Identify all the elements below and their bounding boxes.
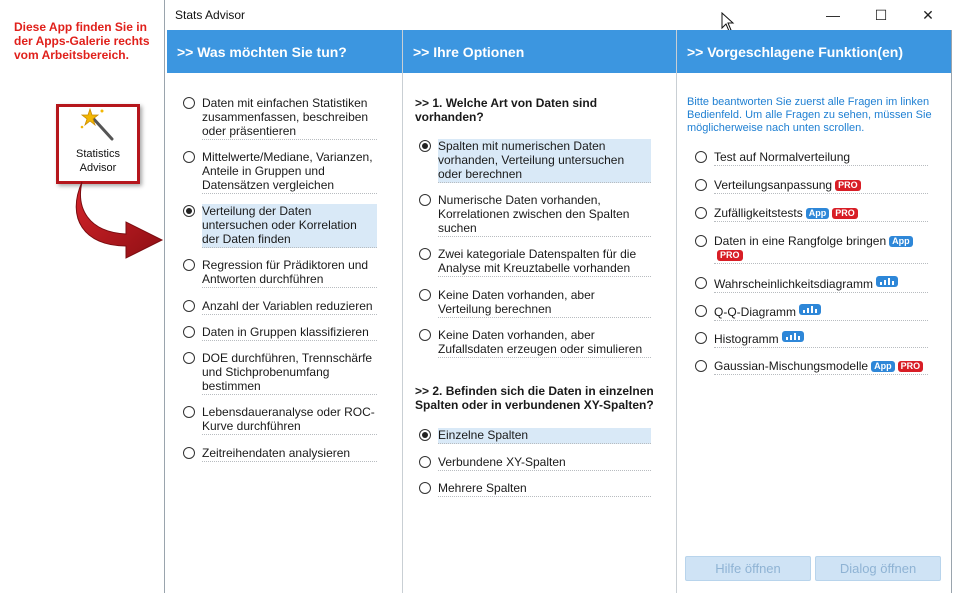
radio-button[interactable] [183, 259, 195, 271]
column-layout-option[interactable] [419, 481, 651, 497]
radio-button[interactable] [695, 360, 707, 372]
close-button[interactable]: ✕ [922, 6, 934, 23]
option-label [714, 331, 928, 348]
option-label [438, 247, 651, 277]
pro-badge: PRO [717, 250, 743, 261]
data-type-option[interactable] [419, 193, 651, 237]
option-label-text: Verteilung der Daten untersuchen oder Korrelation der Daten finden [202, 204, 357, 246]
radio-button[interactable] [183, 447, 195, 459]
suggested-function-option[interactable] [695, 304, 928, 321]
option-label [202, 204, 377, 248]
option-label [438, 193, 651, 237]
task-option[interactable] [183, 325, 377, 341]
task-option[interactable] [183, 258, 377, 288]
data-type-option[interactable] [419, 328, 651, 358]
instruction-hint: Bitte beantworten Sie zuerst alle Fragen im linken Bedienfeld. Um alle Fragen zu sehen, müssen Sie möglicherweise nach unten scrollen. [687, 96, 932, 134]
radio-button[interactable] [419, 140, 431, 152]
option-label-text: Histogramm [714, 332, 779, 346]
radio-button[interactable] [695, 235, 707, 247]
radio-button[interactable] [695, 277, 707, 289]
open-dialog-button[interactable]: Dialog öffnen [815, 556, 941, 581]
bar-chart-icon [799, 304, 821, 315]
option-label [714, 234, 928, 264]
option-label-text: Regression für Prädiktoren und Antworten durchführen [202, 258, 369, 286]
option-label [438, 455, 651, 471]
suggested-function-option[interactable] [695, 206, 928, 222]
radio-button[interactable] [695, 151, 707, 163]
radio-button[interactable] [419, 482, 431, 494]
radio-button[interactable] [183, 151, 195, 163]
pro-badge: PRO [832, 208, 858, 219]
radio-button[interactable] [419, 456, 431, 468]
option-label-text: Zufälligkeitstests [714, 206, 803, 220]
open-help-button[interactable]: Hilfe öffnen [685, 556, 811, 581]
option-label [438, 139, 651, 183]
radio-button[interactable] [183, 326, 195, 338]
option-label-text: Verbundene XY-Spalten [438, 455, 566, 469]
option-label-text: Wahrscheinlichkeitsdiagramm [714, 277, 873, 291]
minimize-button[interactable]: — [826, 7, 840, 23]
column-layout-option[interactable] [419, 428, 651, 444]
task-option[interactable] [183, 96, 377, 140]
option-label-text: Q-Q-Diagramm [714, 305, 797, 319]
options-panel [403, 30, 677, 593]
task-option[interactable] [183, 405, 377, 435]
option-label-text: Spalten mit numerischen Daten vorhanden, Verteilung untersuchen oder berechnen [438, 139, 625, 181]
data-type-option[interactable] [419, 247, 651, 277]
app-tile-label: Statistics Advisor [75, 148, 120, 174]
option-label-text: Einzelne Spalten [438, 428, 529, 442]
window-title: Stats Advisor [175, 8, 246, 22]
radio-button[interactable] [183, 205, 195, 217]
task-option[interactable] [183, 150, 377, 194]
option-label [202, 96, 377, 140]
option-label-text: Verteilungsanpassung [714, 178, 833, 192]
option-label-text: Daten in Gruppen klassifizieren [202, 325, 369, 339]
option-label-text: Mehrere Spalten [438, 481, 527, 495]
radio-button[interactable] [695, 207, 707, 219]
radio-button[interactable] [695, 332, 707, 344]
question-data-type: >> 1. Welche Art von Daten sind vorhanden? [415, 96, 598, 124]
radio-button[interactable] [419, 289, 431, 301]
option-label [714, 359, 928, 375]
option-label [438, 288, 651, 318]
title-bar [165, 0, 954, 30]
suggested-function-option[interactable] [695, 331, 928, 348]
option-label [202, 405, 377, 435]
maximize-button[interactable]: ☐ [874, 6, 888, 23]
option-label-text: Gaussian-Mischungsmodelle [714, 359, 869, 373]
option-label [714, 304, 928, 321]
suggested-function-option[interactable] [695, 150, 928, 166]
radio-button[interactable] [183, 300, 195, 312]
task-panel-header: >> Was möchten Sie tun? [167, 30, 402, 73]
pro-badge: PRO [835, 180, 861, 191]
option-label [202, 351, 377, 395]
option-label [202, 150, 377, 194]
option-label [714, 206, 928, 222]
option-label-text: Keine Daten vorhanden, aber Zufallsdaten erzeugen oder simulieren [438, 328, 643, 356]
option-label [202, 446, 377, 462]
option-label-text: Zeitreihendaten analysieren [202, 446, 351, 460]
option-label [202, 299, 377, 315]
option-label [714, 276, 928, 293]
suggested-functions-header: >> Vorgeschlagene Funktion(en) [677, 30, 951, 73]
suggested-function-option[interactable] [695, 178, 928, 194]
app-badge: App [889, 236, 913, 247]
options-panel-header: >> Ihre Optionen [403, 30, 676, 73]
mouse-cursor-icon [721, 12, 735, 32]
bar-chart-icon [876, 276, 898, 287]
task-option[interactable] [183, 351, 377, 395]
app-badge: App [806, 208, 830, 219]
task-option[interactable] [183, 446, 377, 462]
option-label-text: Daten in eine Rangfolge bringen [714, 234, 887, 248]
option-label [438, 481, 651, 497]
option-label [438, 328, 651, 358]
radio-button[interactable] [419, 329, 431, 341]
option-label-text: DOE durchführen, Trennschärfe und Stichprobenumfang bestimmen [202, 351, 373, 393]
magic-wand-icon [78, 107, 118, 143]
option-label-text: Zwei kategoriale Datenspalten für die Analyse mit Kreuztabelle vorhanden [438, 247, 637, 275]
suggested-function-option[interactable] [695, 234, 928, 264]
app-badge: App [871, 361, 895, 372]
option-label-text: Numerische Daten vorhanden, Korrelationen zwischen den Spalten suchen [438, 193, 630, 235]
task-panel [167, 30, 403, 593]
task-option[interactable] [183, 299, 377, 315]
radio-button[interactable] [183, 97, 195, 109]
data-type-option[interactable] [419, 288, 651, 318]
option-label [202, 325, 377, 341]
statistics-advisor-app-tile[interactable] [56, 104, 140, 184]
suggested-functions-panel [677, 30, 952, 593]
option-label-text: Test auf Normalverteilung [714, 150, 851, 164]
option-label-text: Anzahl der Variablen reduzieren [202, 299, 373, 313]
radio-button[interactable] [183, 352, 195, 364]
radio-button[interactable] [419, 194, 431, 206]
stats-advisor-window [164, 0, 954, 593]
option-label-text: Keine Daten vorhanden, aber Verteilung berechnen [438, 288, 595, 316]
option-label-text: Mittelwerte/Mediane, Varianzen, Anteile in Gruppen und Datensätzen vergleichen [202, 150, 373, 192]
option-label-text: Daten mit einfachen Statistiken zusammenfassen, beschreiben oder präsentieren [202, 96, 369, 138]
suggested-function-option[interactable] [695, 276, 928, 293]
data-type-option[interactable] [419, 139, 651, 183]
option-label [714, 150, 928, 166]
suggested-function-option[interactable] [695, 359, 928, 375]
apps-gallery-note: Diese App finden Sie in der Apps-Galerie rechts vom Arbeitsbereich. [14, 20, 150, 62]
column-layout-option[interactable] [419, 455, 651, 471]
question-column-layout: >> 2. Befinden sich die Daten in einzelnen Spalten oder in verbundenen XY-Spalten? [415, 384, 654, 412]
curved-arrow-icon [74, 178, 166, 260]
option-label [438, 428, 651, 444]
pro-badge: PRO [898, 361, 924, 372]
option-label [714, 178, 928, 194]
option-label [202, 258, 377, 288]
bar-chart-icon [782, 331, 804, 342]
radio-button[interactable] [695, 179, 707, 191]
option-label-text: Lebensdaueranalyse oder ROC-Kurve durchführen [202, 405, 375, 433]
radio-button[interactable] [695, 305, 707, 317]
radio-button[interactable] [419, 429, 431, 441]
radio-button[interactable] [419, 248, 431, 260]
radio-button[interactable] [183, 406, 195, 418]
task-option[interactable] [183, 204, 377, 248]
